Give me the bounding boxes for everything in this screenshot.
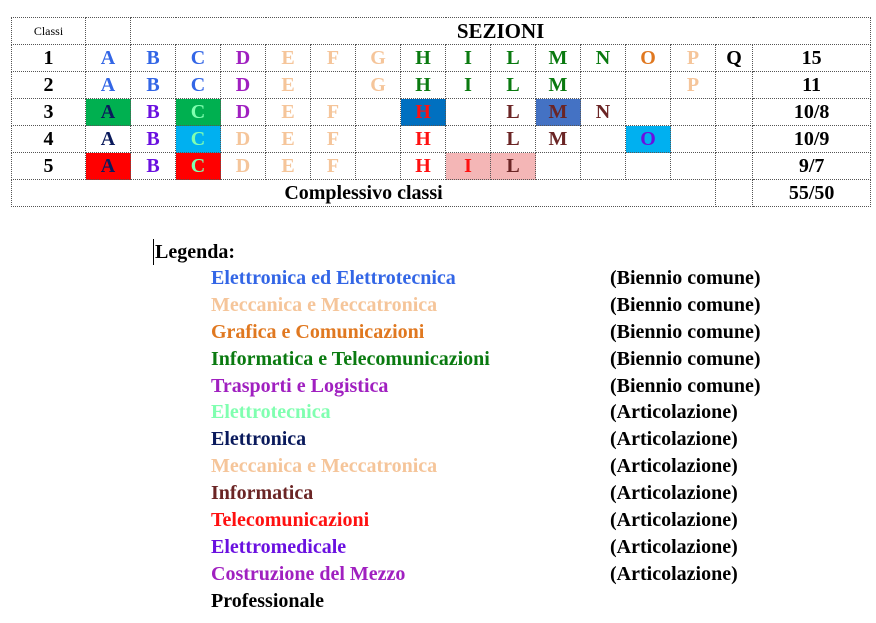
- section-cell: [716, 153, 753, 180]
- section-cell: [356, 99, 401, 126]
- section-cell: P: [671, 45, 716, 72]
- class-total: 10/8: [753, 99, 871, 126]
- section-cell: [626, 153, 671, 180]
- section-cell: I: [446, 45, 491, 72]
- section-cell: M: [536, 72, 581, 99]
- legend-item: [153, 480, 738, 507]
- legend-item-type: (Biennio comune): [610, 347, 761, 370]
- legend-item-name: Informatica e Telecomunicazioni: [211, 347, 490, 370]
- legend-list: [153, 265, 761, 615]
- class-number: 4: [12, 126, 86, 153]
- class-total: 9/7: [753, 153, 871, 180]
- section-cell: N: [581, 99, 626, 126]
- section-cell: A: [86, 126, 131, 153]
- table-row: [12, 126, 871, 153]
- section-cell: A: [86, 99, 131, 126]
- section-cell: F: [311, 45, 356, 72]
- legend-item-type: (Biennio comune): [610, 267, 761, 289]
- section-cell: Q: [716, 45, 753, 72]
- legend-item-name: Meccanica e Meccatronica: [211, 293, 438, 316]
- section-cell: B: [131, 153, 176, 180]
- section-cell: [671, 153, 716, 180]
- section-cell: [671, 99, 716, 126]
- legend-item-name: Informatica: [211, 482, 314, 505]
- section-cell: [716, 72, 753, 99]
- section-cell: G: [356, 45, 401, 72]
- section-cell: L: [491, 99, 536, 126]
- sections-table: [11, 17, 871, 207]
- section-cell: E: [266, 99, 311, 126]
- section-cell: L: [491, 153, 536, 180]
- section-cell: D: [221, 126, 266, 153]
- legend-item-name: Elettronica ed Elettrotecnica: [211, 267, 456, 289]
- section-cell: H: [401, 126, 446, 153]
- section-cell: L: [491, 126, 536, 153]
- section-cell: [716, 99, 753, 126]
- section-cell: M: [536, 45, 581, 72]
- class-number: 5: [12, 153, 86, 180]
- section-cell: B: [131, 99, 176, 126]
- legend-item: [153, 319, 761, 346]
- legend-item-name: Grafica e Comunicazioni: [211, 320, 425, 343]
- summary-label: Complessivo classi: [12, 180, 716, 207]
- section-cell: C: [176, 45, 221, 72]
- class-total: 11: [753, 72, 871, 99]
- header-classi: Classi: [12, 18, 86, 45]
- legend-item-name: Elettrotecnica: [211, 401, 331, 424]
- class-number: 1: [12, 45, 86, 72]
- section-cell: O: [626, 45, 671, 72]
- class-total: 10/9: [753, 126, 871, 153]
- class-number: 2: [12, 72, 86, 99]
- table-row: [12, 153, 871, 180]
- section-cell: H: [401, 72, 446, 99]
- section-cell: E: [266, 153, 311, 180]
- legend-item-type: (Articolazione): [610, 509, 738, 532]
- section-cell: E: [266, 126, 311, 153]
- legend-item-type: (Articolazione): [610, 401, 738, 424]
- section-cell: [311, 72, 356, 99]
- section-cell: E: [266, 72, 311, 99]
- section-cell: A: [86, 153, 131, 180]
- legend-item-type: (Articolazione): [610, 535, 738, 558]
- section-cell: N: [581, 45, 626, 72]
- section-cell: F: [311, 99, 356, 126]
- section-cell: D: [221, 153, 266, 180]
- legend-item: [153, 588, 324, 615]
- section-cell: D: [221, 72, 266, 99]
- legend-item-name: Telecomunicazioni: [211, 509, 370, 532]
- section-cell: B: [131, 72, 176, 99]
- section-cell: C: [176, 126, 221, 153]
- class-total: 15: [753, 45, 871, 72]
- legend-item-type: (Biennio comune): [610, 293, 761, 316]
- legend-item-name: Costruzione del Mezzo: [211, 562, 406, 585]
- section-cell: [536, 153, 581, 180]
- section-cell: [581, 126, 626, 153]
- section-cell: B: [131, 126, 176, 153]
- legend-item: [153, 426, 738, 453]
- legend-item: [153, 453, 738, 480]
- section-cell: A: [86, 45, 131, 72]
- section-cell: [356, 153, 401, 180]
- section-cell: [581, 153, 626, 180]
- table-row: [12, 45, 871, 72]
- section-cell: H: [401, 153, 446, 180]
- legend-item: [153, 399, 738, 426]
- legend-item-name: Elettronica: [211, 428, 307, 451]
- section-cell: L: [491, 45, 536, 72]
- legend-item: [153, 346, 761, 373]
- legend-title: Legenda:: [155, 241, 235, 263]
- summary-row: [12, 180, 871, 207]
- section-cell: [671, 126, 716, 153]
- section-cell: M: [536, 99, 581, 126]
- legend-item: [153, 534, 738, 561]
- section-cell: M: [536, 126, 581, 153]
- section-cell: D: [221, 45, 266, 72]
- legend-item: [153, 265, 761, 292]
- section-cell: B: [131, 45, 176, 72]
- header-sezioni: SEZIONI: [131, 18, 871, 45]
- section-cell: G: [356, 72, 401, 99]
- section-cell: O: [626, 126, 671, 153]
- legend-item-type: (Articolazione): [610, 455, 738, 478]
- legend-item-type: (Articolazione): [610, 428, 738, 451]
- section-cell: P: [671, 72, 716, 99]
- section-cell: F: [311, 126, 356, 153]
- legend-item: [153, 373, 761, 400]
- section-cell: H: [401, 45, 446, 72]
- legend-item-name: Trasporti e Logistica: [211, 374, 389, 397]
- section-cell: [446, 99, 491, 126]
- summary-total: 55/50: [753, 180, 871, 207]
- section-cell: C: [176, 99, 221, 126]
- section-cell: [626, 72, 671, 99]
- section-cell: [716, 126, 753, 153]
- legend-item-name: Elettromedicale: [211, 535, 347, 558]
- table-header-row: [12, 18, 871, 45]
- legend-item: [153, 507, 738, 534]
- legend-item: [153, 561, 738, 588]
- section-cell: [626, 99, 671, 126]
- summary-empty-cell: [716, 180, 753, 207]
- table-row: [12, 72, 871, 99]
- section-cell: I: [446, 153, 491, 180]
- legend-item-type: (Biennio comune): [610, 320, 761, 343]
- legend: [153, 239, 761, 615]
- section-cell: I: [446, 72, 491, 99]
- section-cell: [356, 126, 401, 153]
- section-cell: D: [221, 99, 266, 126]
- class-number: 3: [12, 99, 86, 126]
- legend-item-type: (Articolazione): [610, 482, 738, 505]
- section-cell: L: [491, 72, 536, 99]
- section-cell: [446, 126, 491, 153]
- section-cell: E: [266, 45, 311, 72]
- legend-item: [153, 292, 761, 319]
- legend-item-name: Meccanica e Meccatronica: [211, 455, 438, 478]
- section-cell: [581, 72, 626, 99]
- section-cell: H: [401, 99, 446, 126]
- section-cell: C: [176, 153, 221, 180]
- section-cell: C: [176, 72, 221, 99]
- legend-item-type: (Biennio comune): [610, 374, 761, 397]
- section-cell: A: [86, 72, 131, 99]
- legend-item-type: (Articolazione): [610, 562, 738, 585]
- header-empty-cell: [86, 18, 131, 45]
- legend-item-name: Professionale: [211, 589, 324, 612]
- table-row: [12, 99, 871, 126]
- section-cell: F: [311, 153, 356, 180]
